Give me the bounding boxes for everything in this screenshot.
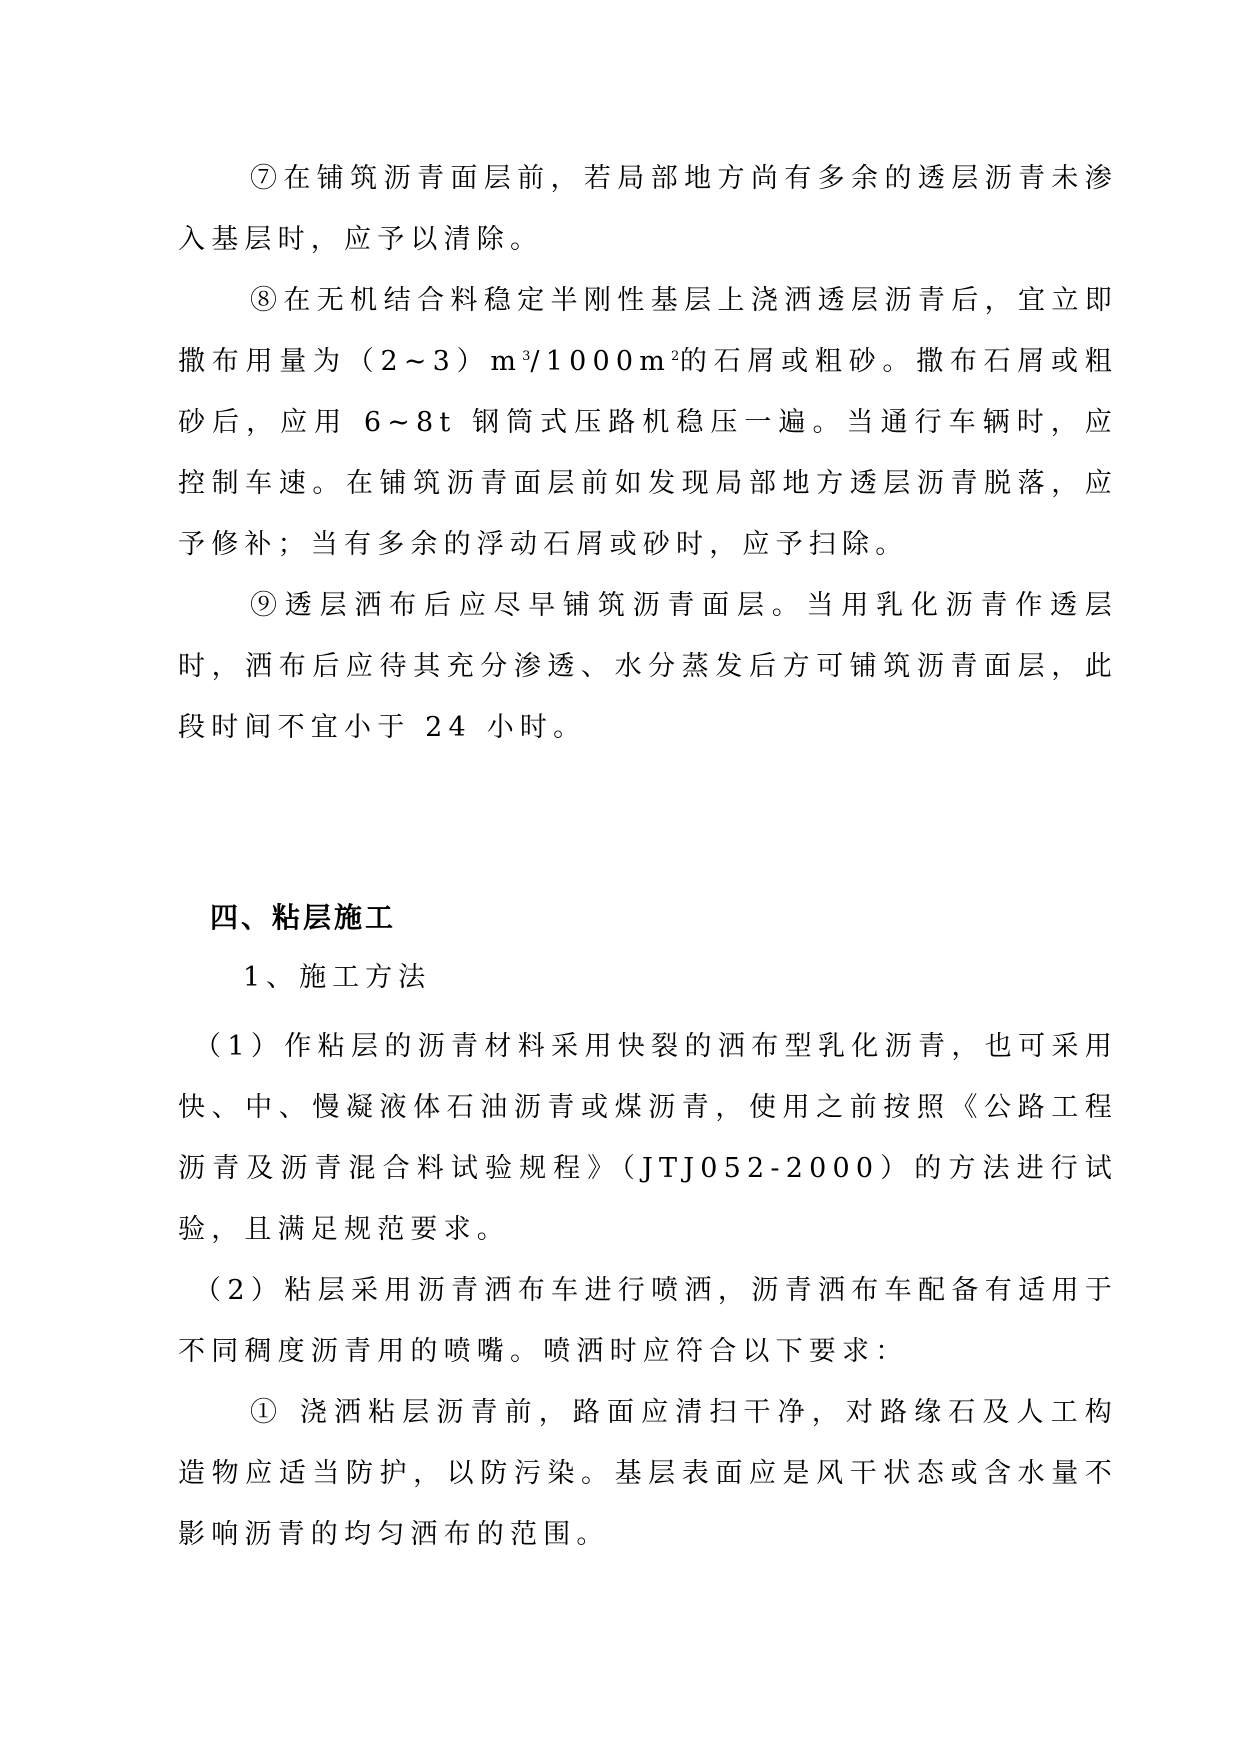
- section-subheading: 1、施工方法: [243, 962, 432, 993]
- item-2: （2）粘层采用沥青洒布车进行喷洒，沥青洒布车配备有适用于不同稠度沥青用的喷嘴。喷洒时应符合以下要求：: [178, 1275, 1118, 1367]
- item-2-sub-1: ① 浇洒粘层沥青前，路面应清扫干净，对路缘石及人工构造物应适当防护，以防污染。基层表面应是风干状态或含水量不影响沥青的均匀洒布的范围。: [178, 1397, 1118, 1550]
- paragraph-8-part-b: /1000m: [530, 346, 672, 377]
- item-1: （1）作粘层的沥青材料采用快裂的洒布型乳化沥青，也可采用快、中、慢凝液体石油沥青或煤沥青，使用之前按照《公路工程沥青及沥青混合料试验规程》（JTJ052-2000）的方法进行试验，且满足规范要求。: [178, 1031, 1118, 1245]
- section-heading: 四、粘层施工: [210, 901, 397, 934]
- superscript-cubic: 3: [522, 349, 531, 364]
- paragraph-8-part-c: 的石屑或粗砂。撒布石屑或粗砂后，应用 6~8t 钢筒式压路机稳压一遍。当通行车辆时，应控制车速。在铺筑沥青面层前如发现局部地方透层沥青脱落，应予修补；当有多余的浮动石屑或砂时，应予扫除。: [178, 346, 1118, 560]
- paragraph-9: ⑨透层洒布后应尽早铺筑沥青面层。当用乳化沥青作透层时，洒布后应待其充分渗透、水分蒸发后方可铺筑沥青面层，此段时间不宜小于 24 小时。: [178, 590, 1118, 743]
- paragraph-7: ⑦在铺筑沥青面层前，若局部地方尚有多余的透层沥青未渗入基层时，应予以清除。: [178, 163, 1118, 255]
- paragraph-8: [178, 270, 1118, 575]
- paragraph-8-part-a: ⑧在无机结合料稳定半刚性基层上浇洒透层沥青后，宜立即撒布用量为（2~3）m: [178, 285, 1118, 377]
- superscript-square: 2: [671, 349, 680, 364]
